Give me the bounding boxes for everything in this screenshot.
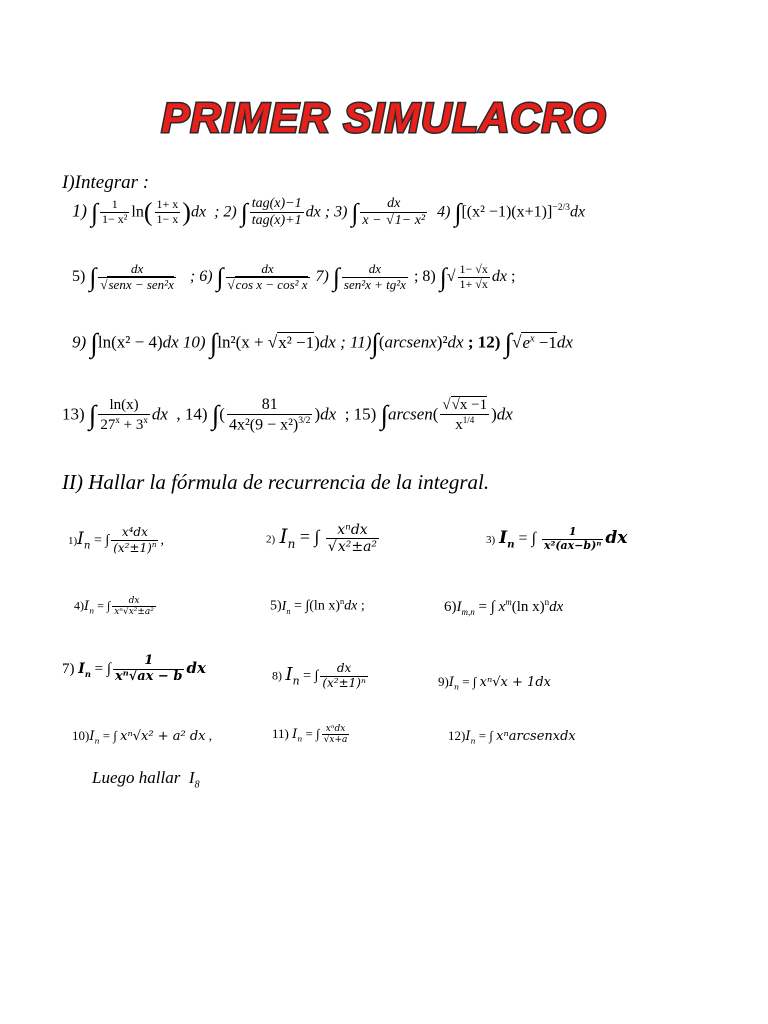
item-label: , 14) [176,404,208,424]
recurrence-item-11: 11) $I_n$ = ∫ $\frac{\text{xⁿdx}}{√x+a}$ [272,724,348,746]
item-label: ; 3) [324,203,348,221]
item-label: ; 12) [467,332,501,352]
item-label: 2) [266,533,276,546]
section-1-heading: I)Integrar : [62,172,150,193]
item-label: ; 11) [340,332,372,352]
recurrence-item-9: $9)I_n$ = ∫ xⁿ√x + 1dx [438,674,551,692]
item-label: 4) [74,598,84,613]
item-label: 11) [272,725,289,741]
item-label: 7) [62,660,75,677]
item-label: ; 2) [214,203,237,221]
exercise-row-3: 9) ∫ln(x² − 4)dx 10) ∫ln²(x + √x² −1)dx ; 11)∫(arcsenx)²dx ; 12) $\int√e^x -1dx$ [72,328,573,358]
item-label: 9) [72,332,87,352]
recurrence-item-10: $10)I_n$ = ∫ xⁿ√x² + a² dx , [72,728,213,746]
recurrence-item-8: 8) $I_n$ = ∫ $\frac{dx}{\text{(x²±1)ⁿ}}$ [272,661,366,690]
item-label: 12) [448,728,466,743]
item-label: 1) [72,200,87,221]
footer-text: Luego hallar [92,768,181,787]
recurrence-item-2: 2) $I_n$ = ∫ $\frac{\text{xⁿdx}}{\text{√x²±a²}}$ [266,522,378,556]
footer-var: I [188,768,195,787]
footer-note [92,768,200,790]
item-label: 6) [444,599,457,615]
item-label: 5) [72,268,86,286]
exercise-row-1: 1) ∫ $\frac{1}{\text{1− x²}}$ ln( $\frac{1+ x}{1- x}$ )dx ; 2) ∫ $\frac{\text{tag(x)−1}}{\text{tag(x)+1}}$ dx ; 3) ∫ $\frac{dx}{\text{x − √1− x²}}$ 4) $\int[(x^2 -1)(x+1)]^{-2/3}dx$ [72,196,586,229]
recurrence-item-3: 3) $I_n$ = ∫ $\frac{1}{\text{x²(ax−b)ⁿ}}$ dx [486,525,628,552]
item-label: 8) [272,668,282,683]
item-label: 10) [72,728,90,743]
item-label: 7) [315,268,329,286]
recurrence-item-4: $4)I_n$ = ∫ $\frac{dx}{\text{xⁿ√x²±a²}}$ [74,596,154,618]
exercise-row-2: 5) ∫ $\frac{dx}{\text{√senx − sen²x}}$ ; 6) ∫ $\frac{dx}{\text{√cos x − cos² x}}$ 7) ∫ $\frac{dx}{\text{sen²x + tg²x}}$ ; 8) ∫√ $\frac{1- √x}{1+ √x}$ dx ; [72,261,516,292]
item-label: ; 6) [189,268,213,286]
page-title [0,92,768,144]
item-label: 1) [68,535,78,548]
exercise-row-4: 13) ∫ $\frac{\ln(x)}{27^x + 3^x}$ dx , 14) ∫( $\frac{81}{4x^2(9 - x^2)^{3/2}}$ )dx ; 15) ∫arcsen( $\frac{√√x -1}{x^{1/4}}$ )dx [62,396,513,434]
section-2-heading: II) Hallar la fórmula de recurrencia de la integral. [62,470,490,494]
recurrence-item-12: $12)I_n$ = ∫ xⁿarcsenxdx [448,728,576,746]
item-label: 10) [182,332,206,352]
recurrence-item-7: 7) $I_n$ = ∫ $\frac{1}{\text{xⁿ√ax − b}}$ dx [62,653,206,684]
recurrence-row-1: $1)I_n$ = ∫ $\frac{\text{x⁴dx}}{(x^2\pm 1)^n}$ , [68,525,164,555]
recurrence-item-5: $5)I_n = \int(\ln$ x)$^n$dx ; [270,597,365,616]
item-label: ; 8) [413,268,436,286]
item-label: 3) [486,533,496,546]
item-label: 5) [270,598,282,614]
item-label: 9) [438,674,449,689]
title-text: PRIMER SIMULACRO [161,94,607,141]
item-label: ; 15) [344,404,377,424]
title-wordart [149,92,619,144]
item-label: 4) [437,203,451,221]
item-label: 13) [62,404,85,424]
footer-sub: 8 [194,779,200,791]
recurrence-item-6: $6)I_{m,n}$ = ∫ $x^m(\ln$ x)$^n$dx [444,597,564,617]
